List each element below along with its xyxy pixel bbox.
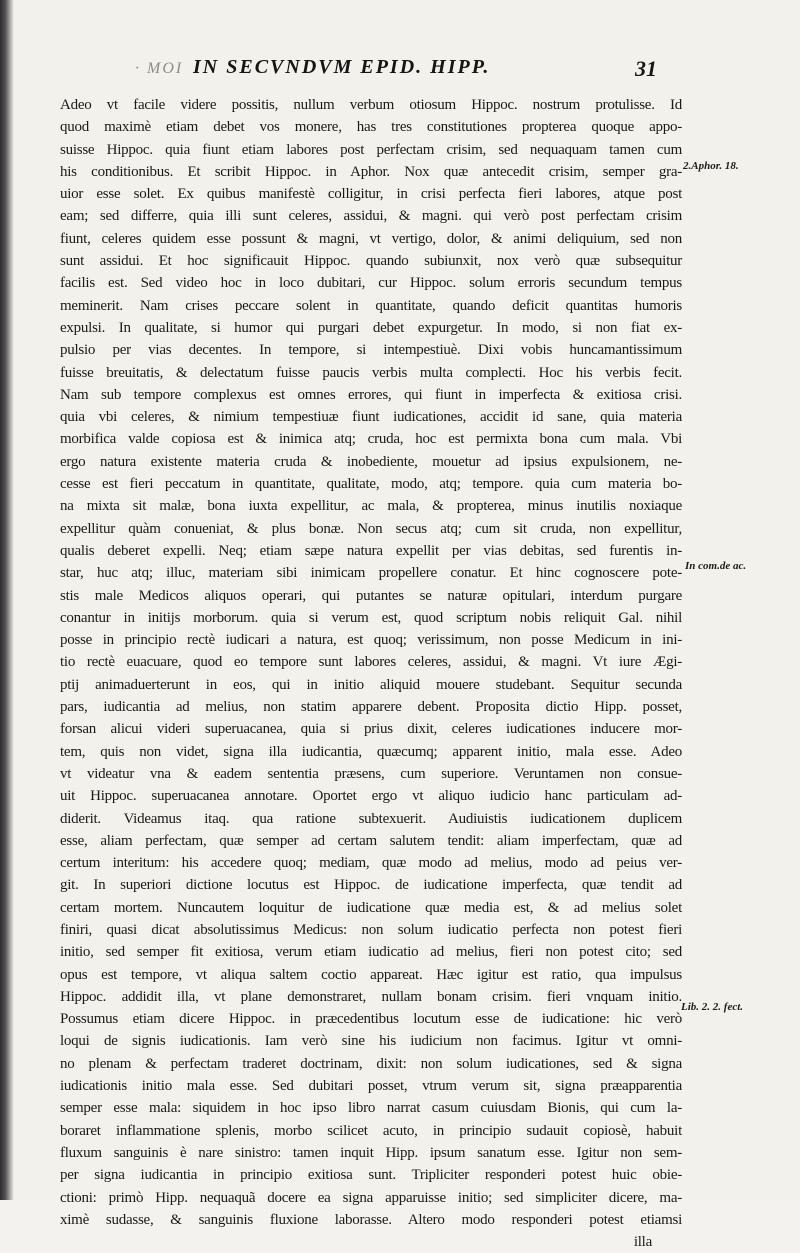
text-line: quia vbi celeres, & nimium tempestiuæ fiunt iudicationes, accidit id sane, quia materia: [60, 409, 682, 426]
text-line: ptij animaduerterunt in eos, qui in initio aliquid mouere studebant. Sequitur secunda: [60, 676, 682, 693]
page-number: 31: [635, 56, 657, 81]
text-line: certum interitum: his accedere quoq; mediam, quæ modo ad melius, modo ad peius ver-: [60, 855, 682, 872]
page-header: [135, 56, 735, 86]
text-line: expulsi. In qualitate, si humor qui purgari debet expurgetur. In modo, si non fiat ex-: [60, 319, 682, 336]
text-line: qualis deberet expelli. Neq; etiam sæpe natura expellit per vias debitas, sed furentis in-: [60, 542, 682, 559]
text-line: vt videatur vna & eadem sententia præsens, cum superiore. Veruntamen non consue-: [60, 765, 682, 782]
text-line: git. In superiori dictione locutus est Hippoc. de iudicatione imperfecta, quæ tendit ad: [60, 877, 682, 894]
text-line: posse in principio rectè iudicari a natura, est quoq; verissimum, non posse Medicum in ini-: [60, 632, 682, 649]
text-line: fluxum sanguinis è nare sinistro: tamen inquit Hipp. ipsum sanatum esse. Igitur non sem-: [60, 1144, 682, 1161]
marginal-note-commentary: In com.de ac.: [685, 560, 747, 572]
text-line: star, huc atq; illuc, materiam sibi inimicam propellere conatur. Et hinc cognoscere pote-: [60, 565, 682, 582]
text-line: eam; sed differre, quia illi sunt celeres, assidui, & magni. qui verò post perfectam crisim: [60, 208, 682, 225]
text-line: Possumus etiam dicere Hippoc. in præcedentibus locutum esse de iudicatione: hic verò: [60, 1011, 682, 1028]
text-line: morbifica valde copiosa est & inimica atq; cruda, hoc est permixta bona cum mala. Vbi: [60, 431, 682, 448]
text-line: na mixta sit malæ, bona iuxta expellitur, ac mala, & propterea, minus inutilis noxiaque: [60, 498, 682, 515]
text-line: ergo natura existente materia cruda & inobediente, mouetur ad ipsius expulsionem, ne-: [60, 453, 682, 470]
text-line: finiri, quasi dicat absolutissimus Medicus: non solum iudicatio perfecta non potest fieri: [60, 921, 682, 938]
text-line: uior esse solet. Ex quibus manifestè colligitur, in crisi perfecta fieri labores, atque post: [60, 186, 682, 203]
bleed-through-text: [110, 1108, 670, 1148]
text-line: facilis est. Sed video hoc in loco dubitari, cur Hippoc. solum erroris secundum tempus: [60, 275, 682, 292]
text-line: ximè sudasse, & sanguinis fluxione laborasse. Altero modo responderi potest etiamsi: [60, 1211, 682, 1228]
marginal-note-aphor: 2.Aphor. 18.: [683, 160, 739, 172]
text-line: conantur in initijs morborum. quia si verum est, quod scriptum nobis reliquit Gal. nihil: [60, 609, 682, 626]
text-line: pars, iudicantia ad melius, non statim apparere debent. Proposita dictio Hipp. posset,: [60, 699, 682, 716]
text-line: forsan alicui videri superuacanea, quia si prius dixit, celeres iudicationes inducere mor-: [60, 721, 682, 738]
text-line: Adeo vt facile videre possitis, nullum verbum otiosum Hippoc. nostrum protulisse. Id: [60, 97, 682, 113]
text-line: Nam sub tempore complexus est omnes errores, qui fiunt in imperfecta & exitiosa crisi.: [60, 386, 682, 403]
text-line: loqui de signis iudicationis. Iam verò sine his iudicium non facimus. Igitur vt omni-: [60, 1033, 682, 1050]
text-line: fiunt, celeres quidem esse possunt & magni, vt vertigo, dolor, & animi deliquium, sed non: [60, 230, 682, 247]
text-line: tio rectè euacuare, quod eo tempore sunt labores celeres, assidui, & magni. Vt iure Ægi-: [60, 654, 682, 671]
text-line: sunt assidui. Et hoc significauit Hippoc. quando subiunxit, nox verò quæ subsequitur: [60, 253, 682, 270]
text-line: iudicationis initio mala esse. Sed dubitari posset, vtrum verum sit, signa præapparentia: [60, 1078, 682, 1095]
text-line: esse, aliam perfectam, quæ semper ad certam salutem tendit: aliam imperfectam, quæ ad: [60, 832, 682, 849]
text-line: expellitur quàm conueniat, & plus bonæ. Non secus atq; cum sit cruda, non expellitur,: [60, 520, 682, 537]
text-line: fuisse breuitatis, & delectatum fuisse paucis verbis multa complecti. Hoc his verbis fecit.: [60, 364, 682, 381]
text-line: semper esse mala: siquidem in hoc ipso libro narrat casum cuiusdam Bionis, qui cum la-: [60, 1100, 682, 1117]
text-line: quod maximè etiam debet vos monere, has tres constitutiones propterea quoque appo-: [60, 119, 682, 136]
text-line: uit Hippoc. superuacanea annotare. Oportet ergo vt aliquo iudicio hanc particulam ad-: [60, 788, 682, 805]
text-line: diderit. Videamus itaq. qua ratione subtexuerit. Audiuistis iudicationem duplicem: [60, 810, 682, 827]
text-line: certam mortem. Nuncautem loquitur de iudicatione quæ media est, & ad melius solet: [60, 899, 682, 916]
binding-gutter-shadow: [0, 0, 14, 1200]
text-line: his conditionibus. Et scribit Hippoc. in Aphor. Nox quæ antecedit crisim, semper gra-: [60, 163, 682, 180]
text-line: tem, quis non videt, signa illa iudicantia, quæcumq; apparent initio, mala esse. Adeo: [60, 743, 682, 760]
marginal-note-liber: Lib. 2. 2. fect.: [681, 1001, 744, 1013]
text-line: initio, sed semper fit exitiosa, verum etiam iudicatio ad melius, fieri non potest cito; sed: [60, 944, 682, 961]
header-faint-prefix: · MOI: [135, 60, 184, 77]
text-line: no plenam & perfectam traderet doctrinam, dixit: non solum iudicationes, sed & signa: [60, 1055, 682, 1072]
text-line: suisse Hippoc. quia fiunt etiam labores post perfectam crisim, sed nequaquam tamen cum: [60, 141, 682, 158]
text-line: pulsio per vias decentes. In tempore, si intempestiuè. Dixi vobis huncamantissimum: [60, 342, 682, 359]
text-line: opus est tempore, vt aliqua saltem coctio appareat. Hæc igitur est ratio, qua impulsus: [60, 966, 682, 983]
text-line: illa: [633, 1234, 652, 1251]
body-text: [60, 94, 682, 1253]
text-line: stis male Medicos aliquos operari, qui putantes se naturæ opitulari, interdum purgare: [60, 587, 682, 604]
text-line: meminerit. Nam crises peccare solent in quantitate, quando deficit quantitas humoris: [60, 297, 682, 314]
text-line: ctioni: primò Hipp. nequaquã docere ea signa apparuisse initio; sed simpliciter dicere, ma-: [60, 1189, 682, 1206]
text-line: cesse est fieri peccatum in quantitate, qualitate, modo, atq; tempore. quia cum materia bo-: [60, 476, 682, 493]
text-line: Hippoc. addidit illa, vt plane demonstraret, nullam bonam crisim. fieri vnquam initio.: [60, 988, 682, 1005]
text-line: per signa iudicantia in principio exitiosa sunt. Tripliciter responderi potest huic obie-: [60, 1167, 682, 1184]
running-title: IN SECVNDVM EPID. HIPP.: [193, 56, 491, 78]
text-line: boraret inflammatione splenis, morbo scilicet acuto, in principio sudauit copiosè, habuit: [60, 1122, 682, 1139]
